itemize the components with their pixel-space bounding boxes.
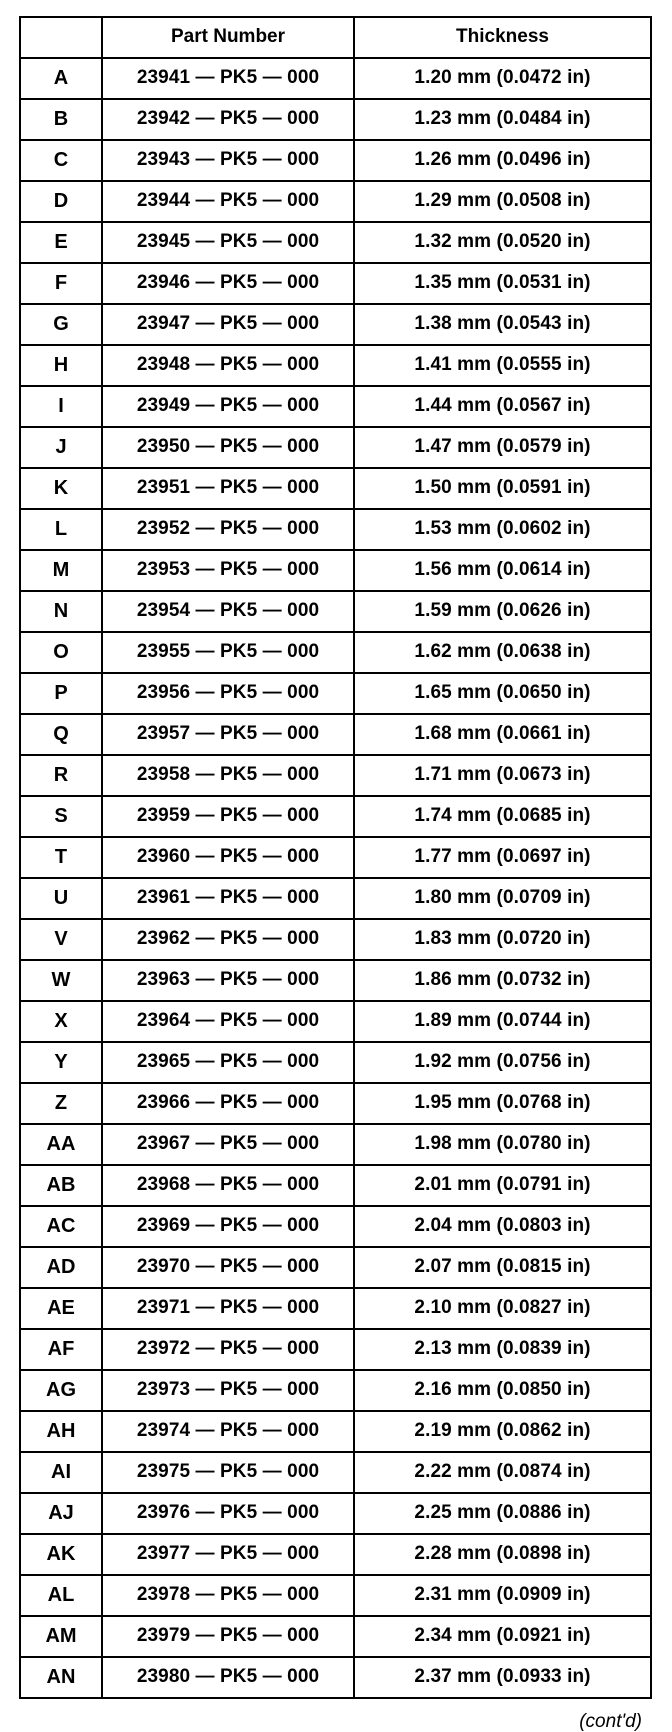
part-number-column-header: Part Number [102, 17, 354, 58]
table-row [20, 181, 651, 222]
part-number-cell: 23957 — PK5 — 000 [102, 714, 354, 755]
shim-letter-cell: B [20, 99, 102, 140]
table-row [20, 1616, 651, 1657]
thickness-cell: 1.29 mm (0.0508 in) [354, 181, 651, 222]
thickness-cell: 1.62 mm (0.0638 in) [354, 632, 651, 673]
shim-letter-cell: AK [20, 1534, 102, 1575]
shim-letter-cell: L [20, 509, 102, 550]
shim-letter-cell: AC [20, 1206, 102, 1247]
part-number-cell: 23954 — PK5 — 000 [102, 591, 354, 632]
part-number-cell: 23962 — PK5 — 000 [102, 919, 354, 960]
thickness-cell: 1.98 mm (0.0780 in) [354, 1124, 651, 1165]
table-row [20, 304, 651, 345]
table-row [20, 837, 651, 878]
part-number-cell: 23946 — PK5 — 000 [102, 263, 354, 304]
part-number-cell: 23972 — PK5 — 000 [102, 1329, 354, 1370]
thickness-cell: 1.59 mm (0.0626 in) [354, 591, 651, 632]
thickness-cell: 2.37 mm (0.0933 in) [354, 1657, 651, 1698]
part-number-cell: 23974 — PK5 — 000 [102, 1411, 354, 1452]
letter-column-header [20, 17, 102, 58]
table-row [20, 222, 651, 263]
thickness-cell: 1.77 mm (0.0697 in) [354, 837, 651, 878]
thickness-cell: 1.83 mm (0.0720 in) [354, 919, 651, 960]
thickness-cell: 1.23 mm (0.0484 in) [354, 99, 651, 140]
table-row [20, 755, 651, 796]
part-number-cell: 23961 — PK5 — 000 [102, 878, 354, 919]
shim-thickness-table [19, 16, 652, 1699]
thickness-cell: 1.56 mm (0.0614 in) [354, 550, 651, 591]
shim-letter-cell: H [20, 345, 102, 386]
part-number-cell: 23955 — PK5 — 000 [102, 632, 354, 673]
thickness-cell: 2.22 mm (0.0874 in) [354, 1452, 651, 1493]
thickness-column-header: Thickness [354, 17, 651, 58]
thickness-cell: 1.32 mm (0.0520 in) [354, 222, 651, 263]
part-number-cell: 23977 — PK5 — 000 [102, 1534, 354, 1575]
part-number-cell: 23958 — PK5 — 000 [102, 755, 354, 796]
thickness-cell: 1.89 mm (0.0744 in) [354, 1001, 651, 1042]
shim-letter-cell: O [20, 632, 102, 673]
part-number-cell: 23967 — PK5 — 000 [102, 1124, 354, 1165]
shim-letter-cell: S [20, 796, 102, 837]
shim-letter-cell: AF [20, 1329, 102, 1370]
part-number-cell: 23980 — PK5 — 000 [102, 1657, 354, 1698]
thickness-cell: 2.25 mm (0.0886 in) [354, 1493, 651, 1534]
thickness-cell: 1.71 mm (0.0673 in) [354, 755, 651, 796]
part-number-cell: 23971 — PK5 — 000 [102, 1288, 354, 1329]
shim-letter-cell: AB [20, 1165, 102, 1206]
thickness-cell: 2.28 mm (0.0898 in) [354, 1534, 651, 1575]
shim-letter-cell: AM [20, 1616, 102, 1657]
shim-letter-cell: AA [20, 1124, 102, 1165]
table-row [20, 591, 651, 632]
part-number-cell: 23942 — PK5 — 000 [102, 99, 354, 140]
shim-letter-cell: F [20, 263, 102, 304]
part-number-cell: 23943 — PK5 — 000 [102, 140, 354, 181]
thickness-cell: 1.44 mm (0.0567 in) [354, 386, 651, 427]
shim-letter-cell: W [20, 960, 102, 1001]
shim-letter-cell: Y [20, 1042, 102, 1083]
shim-letter-cell: I [20, 386, 102, 427]
thickness-cell: 2.10 mm (0.0827 in) [354, 1288, 651, 1329]
shim-letter-cell: P [20, 673, 102, 714]
thickness-cell: 1.80 mm (0.0709 in) [354, 878, 651, 919]
shim-letter-cell: K [20, 468, 102, 509]
part-number-cell: 23975 — PK5 — 000 [102, 1452, 354, 1493]
part-number-cell: 23979 — PK5 — 000 [102, 1616, 354, 1657]
thickness-cell: 1.47 mm (0.0579 in) [354, 427, 651, 468]
part-number-cell: 23963 — PK5 — 000 [102, 960, 354, 1001]
shim-letter-cell: AG [20, 1370, 102, 1411]
part-number-cell: 23978 — PK5 — 000 [102, 1575, 354, 1616]
table-row [20, 1452, 651, 1493]
shim-letter-cell: AH [20, 1411, 102, 1452]
table-header-row [20, 17, 651, 58]
part-number-cell: 23970 — PK5 — 000 [102, 1247, 354, 1288]
thickness-cell: 1.26 mm (0.0496 in) [354, 140, 651, 181]
part-number-cell: 23949 — PK5 — 000 [102, 386, 354, 427]
part-number-cell: 23945 — PK5 — 000 [102, 222, 354, 263]
shim-letter-cell: R [20, 755, 102, 796]
thickness-cell: 1.68 mm (0.0661 in) [354, 714, 651, 755]
part-number-cell: 23965 — PK5 — 000 [102, 1042, 354, 1083]
part-number-cell: 23952 — PK5 — 000 [102, 509, 354, 550]
thickness-cell: 2.13 mm (0.0839 in) [354, 1329, 651, 1370]
shim-letter-cell: N [20, 591, 102, 632]
thickness-cell: 1.95 mm (0.0768 in) [354, 1083, 651, 1124]
table-row [20, 345, 651, 386]
part-number-cell: 23953 — PK5 — 000 [102, 550, 354, 591]
thickness-cell: 2.19 mm (0.0862 in) [354, 1411, 651, 1452]
thickness-cell: 1.92 mm (0.0756 in) [354, 1042, 651, 1083]
continued-note: (cont'd) [579, 1711, 642, 1732]
shim-letter-cell: AD [20, 1247, 102, 1288]
part-number-cell: 23951 — PK5 — 000 [102, 468, 354, 509]
shim-letter-cell: Z [20, 1083, 102, 1124]
shim-letter-cell: M [20, 550, 102, 591]
part-number-cell: 23969 — PK5 — 000 [102, 1206, 354, 1247]
part-number-cell: 23966 — PK5 — 000 [102, 1083, 354, 1124]
table-row [20, 632, 651, 673]
part-number-cell: 23948 — PK5 — 000 [102, 345, 354, 386]
table-row [20, 1657, 651, 1698]
thickness-cell: 2.01 mm (0.0791 in) [354, 1165, 651, 1206]
thickness-cell: 1.41 mm (0.0555 in) [354, 345, 651, 386]
table-row [20, 1534, 651, 1575]
part-number-cell: 23968 — PK5 — 000 [102, 1165, 354, 1206]
table-row [20, 878, 651, 919]
table-row [20, 1165, 651, 1206]
part-number-cell: 23964 — PK5 — 000 [102, 1001, 354, 1042]
table-row [20, 1493, 651, 1534]
thickness-cell: 2.04 mm (0.0803 in) [354, 1206, 651, 1247]
table-row [20, 263, 651, 304]
table-row [20, 1247, 651, 1288]
part-number-cell: 23956 — PK5 — 000 [102, 673, 354, 714]
part-number-cell: 23941 — PK5 — 000 [102, 58, 354, 99]
part-number-cell: 23944 — PK5 — 000 [102, 181, 354, 222]
table-row [20, 386, 651, 427]
thickness-cell: 1.50 mm (0.0591 in) [354, 468, 651, 509]
shim-letter-cell: T [20, 837, 102, 878]
thickness-cell: 2.16 mm (0.0850 in) [354, 1370, 651, 1411]
shim-letter-cell: Q [20, 714, 102, 755]
table-row [20, 1370, 651, 1411]
part-number-cell: 23959 — PK5 — 000 [102, 796, 354, 837]
thickness-cell: 1.74 mm (0.0685 in) [354, 796, 651, 837]
shim-letter-cell: E [20, 222, 102, 263]
table-row [20, 1206, 651, 1247]
table-row [20, 1411, 651, 1452]
table-row [20, 919, 651, 960]
table-row [20, 1042, 651, 1083]
shim-letter-cell: D [20, 181, 102, 222]
thickness-cell: 1.86 mm (0.0732 in) [354, 960, 651, 1001]
shim-letter-cell: J [20, 427, 102, 468]
table-row [20, 714, 651, 755]
part-number-cell: 23973 — PK5 — 000 [102, 1370, 354, 1411]
part-number-cell: 23960 — PK5 — 000 [102, 837, 354, 878]
table-row [20, 1124, 651, 1165]
table-row [20, 58, 651, 99]
thickness-cell: 1.53 mm (0.0602 in) [354, 509, 651, 550]
shim-letter-cell: C [20, 140, 102, 181]
shim-letter-cell: AL [20, 1575, 102, 1616]
shim-letter-cell: X [20, 1001, 102, 1042]
table-row [20, 1575, 651, 1616]
table-row [20, 550, 651, 591]
table-row [20, 1329, 651, 1370]
thickness-cell: 1.38 mm (0.0543 in) [354, 304, 651, 345]
table-row [20, 796, 651, 837]
thickness-cell: 1.35 mm (0.0531 in) [354, 263, 651, 304]
shim-letter-cell: G [20, 304, 102, 345]
table-row [20, 1288, 651, 1329]
table-row [20, 468, 651, 509]
shim-letter-cell: V [20, 919, 102, 960]
part-number-cell: 23947 — PK5 — 000 [102, 304, 354, 345]
shim-letter-cell: AE [20, 1288, 102, 1329]
shim-letter-cell: U [20, 878, 102, 919]
table-row [20, 1001, 651, 1042]
thickness-cell: 2.07 mm (0.0815 in) [354, 1247, 651, 1288]
table-row [20, 960, 651, 1001]
table-row [20, 673, 651, 714]
table-row [20, 509, 651, 550]
shim-table-container [19, 16, 650, 1699]
shim-letter-cell: AJ [20, 1493, 102, 1534]
part-number-cell: 23976 — PK5 — 000 [102, 1493, 354, 1534]
table-row [20, 99, 651, 140]
shim-letter-cell: A [20, 58, 102, 99]
table-row [20, 1083, 651, 1124]
table-row [20, 427, 651, 468]
thickness-cell: 1.20 mm (0.0472 in) [354, 58, 651, 99]
part-number-cell: 23950 — PK5 — 000 [102, 427, 354, 468]
thickness-cell: 2.31 mm (0.0909 in) [354, 1575, 651, 1616]
shim-letter-cell: AN [20, 1657, 102, 1698]
thickness-cell: 1.65 mm (0.0650 in) [354, 673, 651, 714]
thickness-cell: 2.34 mm (0.0921 in) [354, 1616, 651, 1657]
shim-letter-cell: AI [20, 1452, 102, 1493]
table-row [20, 140, 651, 181]
